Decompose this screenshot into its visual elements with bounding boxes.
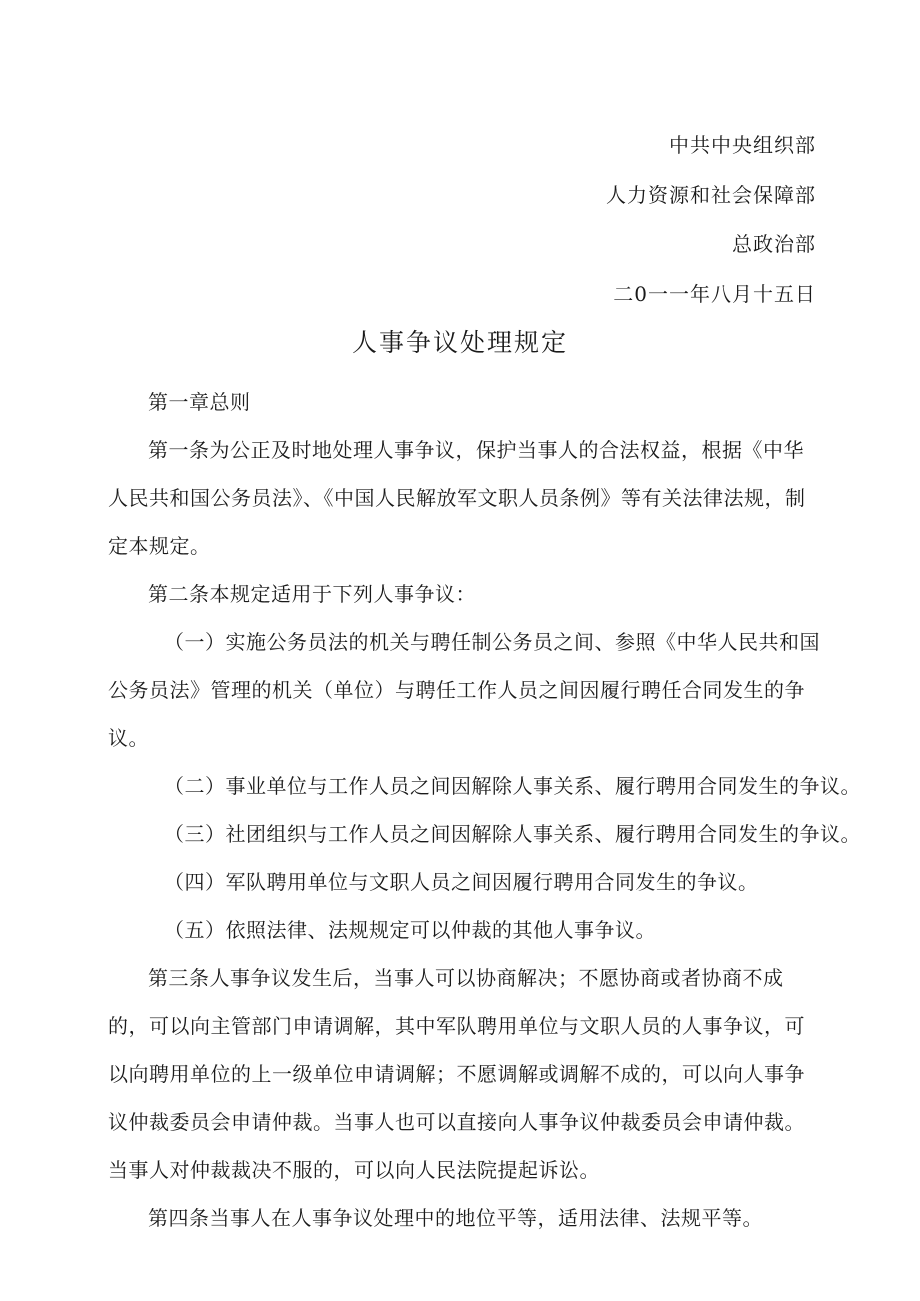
document-title: 人事争议处理规定: [351, 328, 568, 357]
document-body: [108, 378, 861, 1242]
article-4: 第四条当事人在人事争议处理中的地位平等，适用法律、法规平等。: [148, 1206, 763, 1230]
article-2-item-2: （二）事业单位与工作人员之间因解除人事关系、履行聘用合同发生的争议。: [164, 774, 861, 798]
article-2-intro: 第二条本规定适用于下列人事争议：: [148, 582, 476, 606]
article-2-item-1: （一）实施公务员法的机关与聘任制公务员之间、参照《中华人民共和国公务员法》管理的机关（单位）与聘任工作人员之间因履行聘任合同发生的争议。: [108, 630, 820, 750]
chapter-heading: 第一章总则: [148, 390, 251, 414]
article-2-item-4: （四）军队聘用单位与文职人员之间因履行聘用合同发生的争议。: [164, 870, 759, 894]
signature-org-political-dept: 总政治部: [732, 232, 816, 256]
article-2-item-5: （五）依照法律、法规规定可以仲裁的其他人事争议。: [164, 918, 656, 942]
article-1: 第一条为公正及时地处理人事争议，保护当事人的合法权益，根据《中华人民共和国公务员法》、《中国人民解放军文职人员条例》等有关法律法规，制定本规定。: [108, 438, 806, 558]
signature-org-hr-ministry: 人力资源和社会保障部: [606, 183, 816, 207]
signature-date: 二0一一年八月十五日: [613, 282, 816, 306]
article-2-item-3: （三）社团组织与工作人员之间因解除人事关系、履行聘用合同发生的争议。: [164, 822, 861, 846]
signature-org-organization-dept: 中共中央组织部: [669, 133, 816, 157]
article-3: 第三条人事争议发生后，当事人可以协商解决；不愿协商或者协商不成的，可以向主管部门申请调解，其中军队聘用单位与文职人员的人事争议，可以向聘用单位的上一级单位申请调解；不愿调解或调解不成的，可以向人事争议仲裁委员会申请仲裁。当事人也可以直接向人事争议仲裁委员会申请仲裁。当事人对仲裁裁决不服的，可以向人民法院提起诉讼。: [108, 966, 805, 1182]
